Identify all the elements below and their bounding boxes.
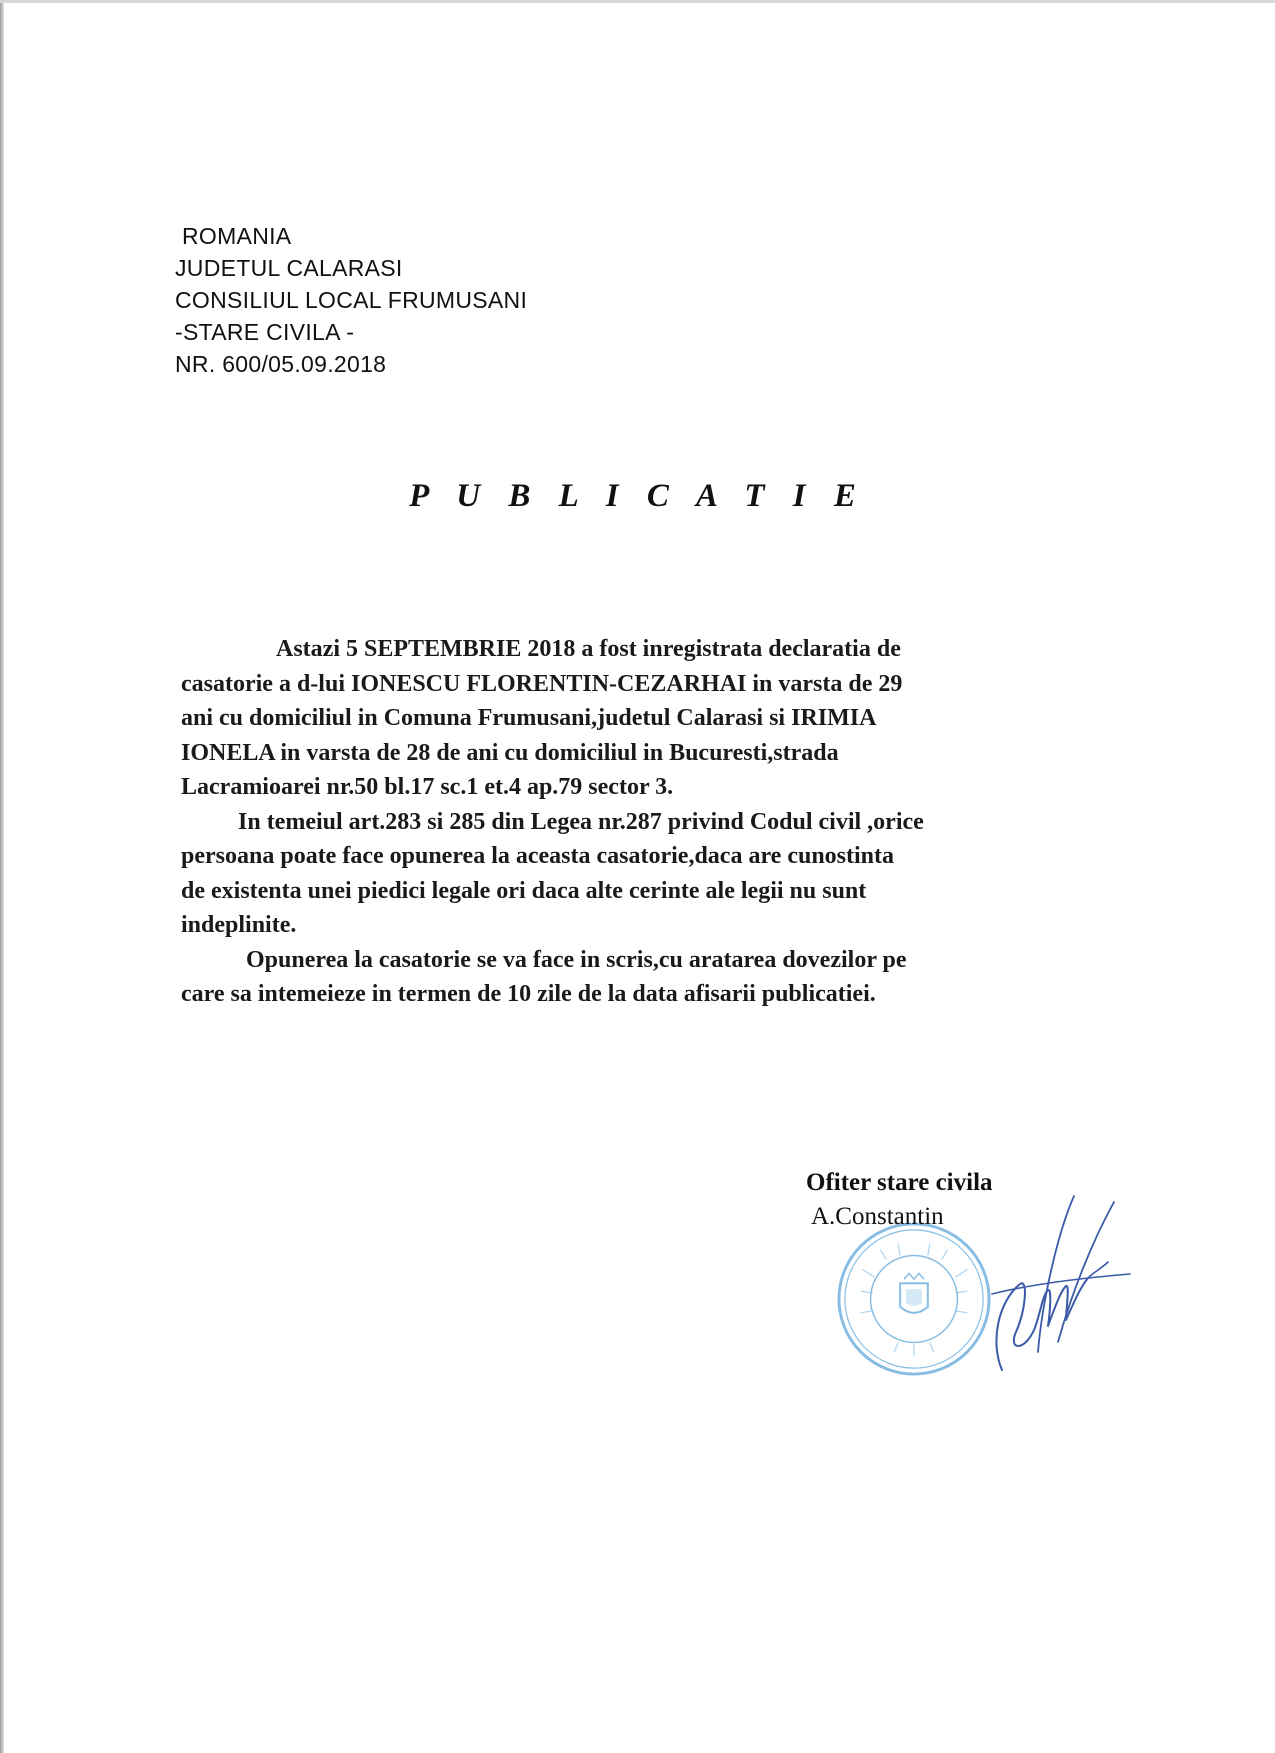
header-county: JUDETUL CALARASI	[175, 255, 403, 281]
header-department: -STARE CIVILA -	[175, 319, 355, 345]
scan-edge-top	[0, 0, 1275, 3]
header-registration-number: NR. 600/05.09.2018	[175, 351, 387, 377]
body-line: ani cu domiciliul in Comuna Frumusani,judetul Calarasi si IRIMIA	[181, 705, 877, 731]
header-council: CONSILIUL LOCAL FRUMUSANI	[175, 287, 528, 313]
body-line: In temeiul art.283 si 285 din Legea nr.287 privind Codul civil ,orice	[238, 808, 924, 835]
document-title: P U B L I C A T I E	[409, 478, 866, 514]
signatory-title: Ofiter stare civila	[806, 1169, 993, 1196]
body-line: de existenta unei piedici legale ori daca alte cerinte ale legii nu sunt	[181, 877, 867, 904]
body-line: care sa intemeieze in termen de 10 zile de la data afisarii publicatiei.	[181, 981, 876, 1007]
body-line: Astazi 5 SEPTEMBRIE 2018 a fost inregistrata declaratia de	[276, 636, 901, 662]
body-line: IONELA in varsta de 28 de ani cu domiciliul in Bucuresti,strada	[181, 739, 839, 766]
body-line: Opunerea la casatorie se va face in scris,cu aratarea dovezilor pe	[246, 946, 907, 973]
document-body	[181, 632, 1061, 1012]
signature-block	[806, 1166, 993, 1234]
signatory-name: A.Constantin	[811, 1203, 944, 1230]
scan-edge	[0, 0, 4, 1753]
body-line: casatorie a d-lui IONESCU FLORENTIN-CEZARHAI in varsta de 29	[181, 670, 903, 697]
body-line: persoana poate face opunerea la aceasta casatorie,daca are cunostinta	[181, 843, 895, 869]
body-line: Lacramioarei nr.50 bl.17 sc.1 et.4 ap.79 sector 3.	[181, 774, 674, 800]
document-header	[175, 220, 527, 380]
body-line: indeplinite.	[181, 912, 297, 938]
header-country: ROMANIA	[182, 223, 292, 249]
